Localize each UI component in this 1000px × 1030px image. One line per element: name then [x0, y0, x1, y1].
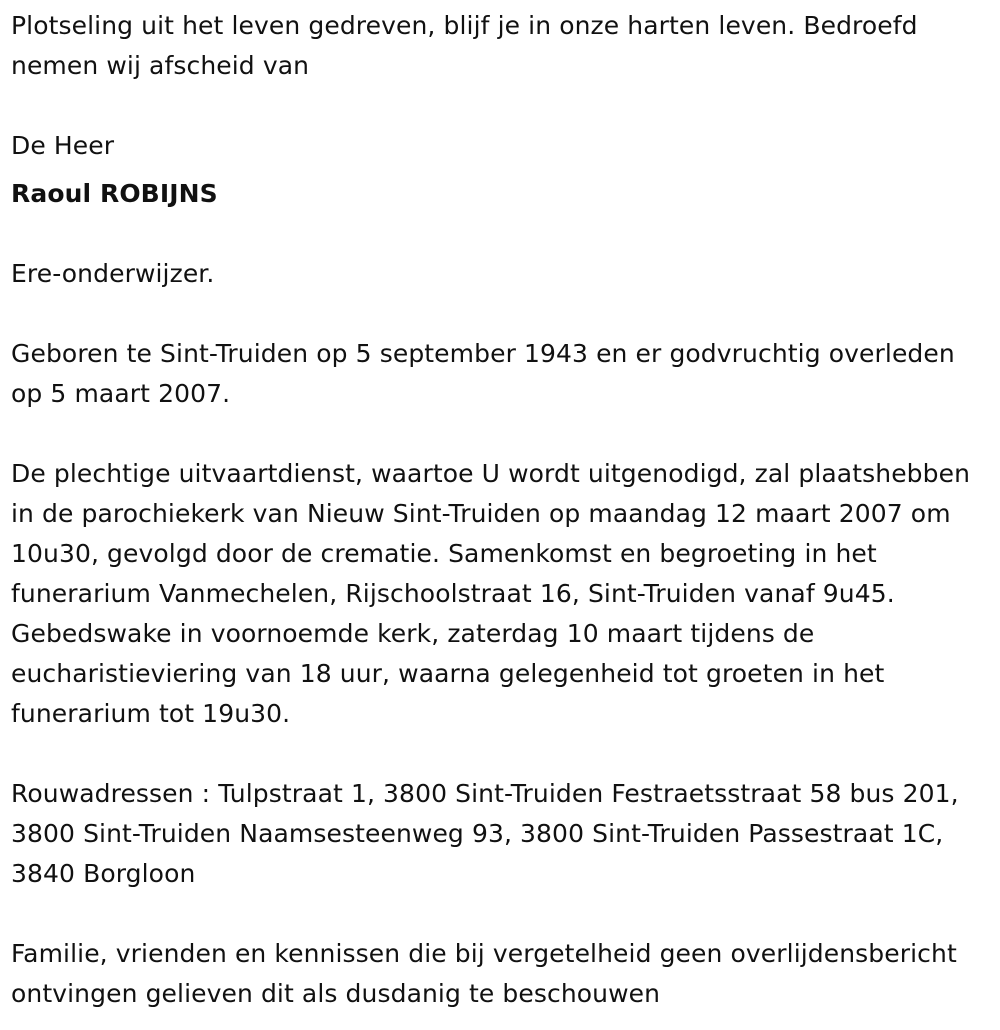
spacer — [11, 734, 991, 774]
obituary-notice — [11, 6, 991, 1014]
opening-text: Plotseling uit het leven gedreven, blijf je in onze harten leven. Bedroefd nemen wij afscheid van — [11, 11, 918, 80]
deceased-name: Raoul ROBIJNS — [11, 179, 218, 208]
spacer — [11, 894, 991, 934]
spacer — [11, 294, 991, 334]
spacer — [11, 414, 991, 454]
funeral-details: De plechtige uitvaartdienst, waartoe U wordt uitgenodigd, zal plaatshebben in de parochiekerk van Nieuw Sint-Truiden op maandag 12 maart 2007 om 10u30, gevolgd door de crematie. Samenkomst en begroeting in het funerarium Vanmechelen, Rijschoolstraat 16, Sint-Truiden vanaf 9u45. Gebedswake in voornoemde kerk, zaterdag 10 maart tijdens de eucharistieviering van 18 uur, waarna gelegenheid tot groeten in het funerarium tot 19u30. — [11, 459, 971, 728]
mourning-addresses: Rouwadressen : Tulpstraat 1, 3800 Sint-Truiden Festraetsstraat 58 bus 201, 3800 Sint-Truiden Naamsesteenweg 93, 3800 Sint-Truiden Passestraat 1C, 3840 Borgloon — [11, 779, 959, 888]
closing-text: Familie, vrienden en kennissen die bij vergetelheid geen overlijdensbericht ontvingen gelieven dit als dusdanig te beschouwen — [11, 939, 957, 1008]
spacer — [11, 86, 991, 126]
birth-death-text: Geboren te Sint-Truiden op 5 september 1943 en er godvruchtig overleden op 5 maart 2007. — [11, 339, 955, 408]
spacer — [11, 214, 991, 254]
occupation: Ere-onderwijzer. — [11, 259, 215, 288]
honorific: De Heer — [11, 131, 115, 160]
